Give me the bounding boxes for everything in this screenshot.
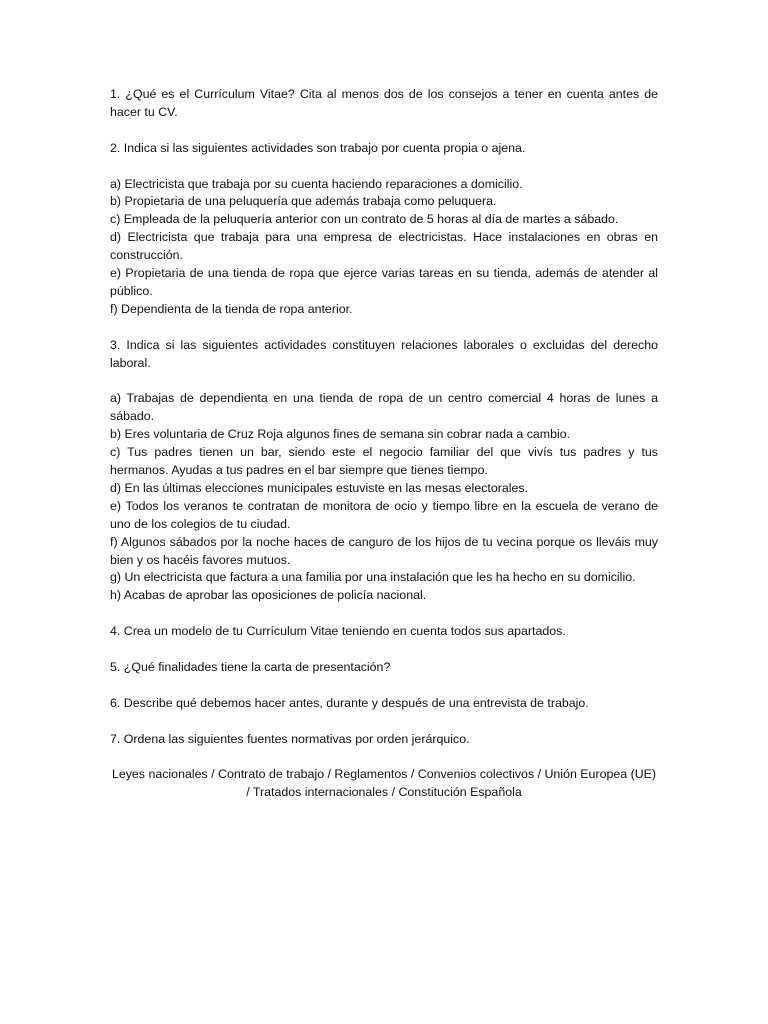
question-7: 7. Ordena las siguientes fuentes normativas por orden jerárquico. xyxy=(110,731,470,746)
question-2: 2. Indica si las siguientes actividades son trabajo por cuenta propia o ajena. xyxy=(110,140,526,155)
spacer xyxy=(110,713,658,731)
question-3-item-g: g) Un electricista que factura a una familia por una instalación que les ha hecho en su domicilio. xyxy=(110,570,636,585)
spacer xyxy=(110,677,658,695)
question-6: 6. Describe qué debemos hacer antes, durante y después de una entrevista de trabajo. xyxy=(110,695,589,710)
question-2-item-f: f) Dependienta de la tienda de ropa anterior. xyxy=(110,301,353,316)
question-2-item-e: e) Propietaria de una tienda de ropa que ejerce varias tareas en su tienda, además de atender al público. xyxy=(110,266,658,298)
question-2-item-c: c) Empleada de la peluquería anterior con un contrato de 5 horas al día de martes a sábado. xyxy=(110,212,619,227)
spacer xyxy=(110,641,658,659)
spacer xyxy=(110,319,658,337)
spacer xyxy=(110,372,658,390)
question-2-list xyxy=(110,176,658,319)
question-2-item-a: a) Electricista que trabaja por su cuenta haciendo reparaciones a domicilio. xyxy=(110,176,523,191)
question-3: 3. Indica si las siguientes actividades constituyen relaciones laborales o excluidas del derecho laboral. xyxy=(110,337,658,370)
question-3-item-d: d) En las últimas elecciones municipales estuviste en las mesas electorales. xyxy=(110,480,529,495)
question-3-list xyxy=(110,390,658,605)
spacer xyxy=(110,605,658,623)
question-7-sources: Leyes nacionales / Contrato de trabajo / Reglamentos / Convenios colectivos / Unión Europea (UE) / Tratados internacionales / Constitución Española xyxy=(111,767,657,800)
question-3-item-a: a) Trabajas de dependienta en una tienda de ropa de un centro comercial 4 horas de lunes a sábado. xyxy=(110,391,658,424)
question-3-item-e: e) Todos los veranos te contratan de monitora de ocio y tiempo libre en la escuela de verano de uno de los colegios de tu ciudad. xyxy=(110,498,658,531)
question-4: 4. Crea un modelo de tu Currículum Vitae teniendo en cuenta todos sus apartados. xyxy=(110,624,566,639)
question-3-item-b: b) Eres voluntaria de Cruz Roja algunos fines de semana sin cobrar nada a cambio. xyxy=(110,427,571,442)
question-2-item-b: b) Propietaria de una peluquería que además trabaja como peluquera. xyxy=(110,194,497,209)
question-3-item-f: f) Algunos sábados por la noche haces de canguro de los hijos de tu vecina porque os lleváis muy bien y os hacéis favores mutuos. xyxy=(110,534,658,567)
question-1: 1. ¿Qué es el Currículum Vitae? Cita al menos dos de los consejos a tener en cuenta antes de hacer tu CV. xyxy=(110,87,658,119)
question-3-item-h: h) Acabas de aprobar las oposiciones de policía nacional. xyxy=(110,588,427,603)
spacer xyxy=(110,158,658,176)
question-5: 5. ¿Qué finalidades tiene la carta de presentación? xyxy=(110,659,391,674)
spacer xyxy=(110,122,658,140)
question-3-item-c: c) Tus padres tienen un bar, siendo este el negocio familiar del que vivís tus padres y tus hermanos. Ayudas a tus padres en el bar siempre que tienes tiempo. xyxy=(110,445,658,477)
spacer xyxy=(110,748,658,766)
question-2-item-d: d) Electricista que trabaja para una empresa de electricistas. Hace instalaciones en obras en construcción. xyxy=(110,230,658,263)
